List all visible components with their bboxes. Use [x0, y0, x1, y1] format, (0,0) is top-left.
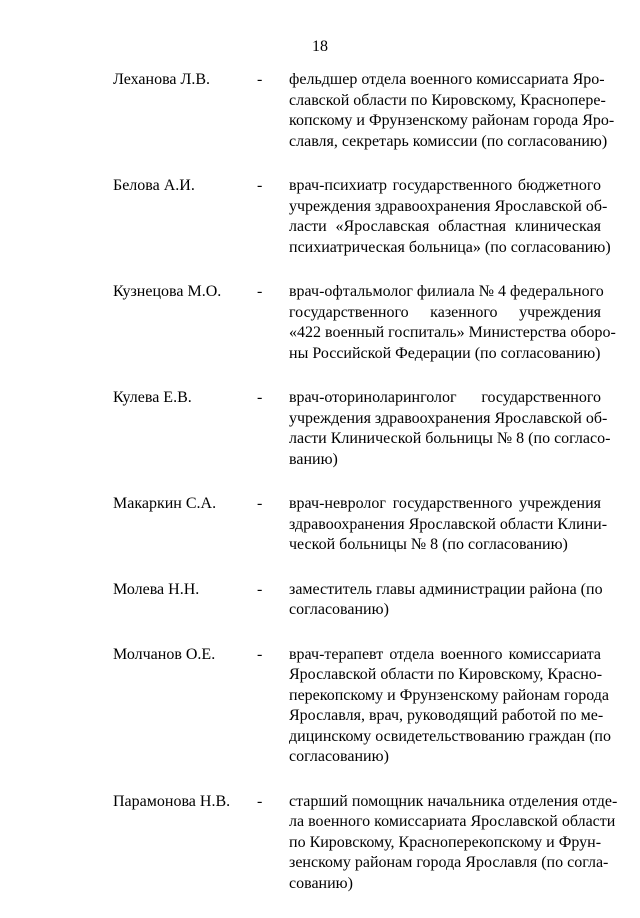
position-line: ласти «Ярославская областная клиническая [289, 218, 601, 235]
position-line: ванию) [289, 450, 338, 468]
member-name: Молева Н.Н. [113, 580, 200, 598]
position-line: заместитель главы администрации района (по [289, 580, 603, 598]
position-line: ла военного комиссариата Ярославской области [289, 813, 616, 830]
member-position [289, 580, 601, 621]
member-dash: - [257, 283, 263, 300]
member-dash: - [257, 645, 263, 663]
position-line: психиатрическая больница» (по согласованию) [289, 238, 611, 256]
position-line: ласти Клинической больницы № 8 (по согласо- [289, 430, 611, 447]
member-name: Леханова Л.В. [113, 71, 211, 88]
position-line: врач-оториноларинголог государственного [289, 389, 601, 406]
position-line: учреждения здравоохранения Ярославской об- [289, 409, 608, 427]
position-line: ны Российской Федерации (по согласованию) [289, 344, 601, 362]
member-position [289, 494, 608, 556]
member-entry [0, 645, 640, 768]
member-name: Белова А.И. [113, 177, 195, 194]
position-line: ческой больницы № 8 (по согласованию) [289, 536, 568, 553]
position-line: согласованию) [289, 748, 389, 765]
position-line: славля, секретарь комиссии (по согласованию) [289, 132, 608, 150]
member-entry [0, 580, 640, 621]
member-dash: - [257, 495, 263, 512]
member-position [289, 388, 611, 470]
position-line: по Кировскому, Красноперекопскому и Фрун- [289, 833, 602, 851]
position-line: старший помощник начальника отделения отде- [289, 792, 618, 810]
member-dash: - [257, 792, 263, 810]
member-position [289, 645, 611, 768]
member-dash: - [257, 177, 263, 194]
member-entry [0, 176, 640, 258]
position-line: зенскому районам города Ярославля (по согла- [289, 854, 609, 871]
member-name: Кулева Е.В. [113, 389, 192, 406]
position-line: врач-терапевт отдела военного комиссариата [289, 645, 601, 663]
position-line: копскому и Фрунзенскому районам города Яро- [289, 112, 615, 129]
position-line: врач-невролог государственного учреждения [289, 495, 601, 512]
member-position [289, 70, 615, 152]
member-entry [0, 792, 640, 895]
position-line: врач-психиатр государственного бюджетного [289, 177, 601, 194]
position-line: перекопскому и Фрунзенскому районам города [289, 686, 609, 704]
position-line: Ярославской области по Кировскому, Красно- [289, 666, 603, 683]
member-name: Парамонова Н.В. [113, 792, 231, 810]
member-dash: - [257, 71, 263, 88]
position-line: славской области по Кировскому, Краснопере- [289, 91, 606, 109]
member-entry [0, 282, 640, 364]
position-line: дицинскому освидетельствованию граждан (по [289, 727, 611, 745]
position-line: сованию) [289, 874, 353, 892]
member-name: Макаркин С.А. [113, 495, 217, 512]
member-position [289, 792, 618, 895]
page-number: 18 [312, 38, 328, 55]
member-name: Молчанов О.Е. [113, 645, 216, 663]
member-position [289, 176, 611, 258]
member-name: Кузнецова М.О. [113, 283, 222, 300]
commission-members-list [0, 70, 640, 918]
position-line: врач-офтальмолог филиала № 4 федерального [289, 283, 604, 300]
position-line: «422 военный госпиталь» Министерства оборо- [289, 324, 616, 341]
position-line: учреждения здравоохранения Ярославской об- [289, 197, 608, 215]
member-dash: - [257, 580, 263, 598]
member-position [289, 282, 616, 364]
member-dash: - [257, 389, 263, 406]
member-entry [0, 70, 640, 152]
position-line: фельдшер отдела военного комиссариата Яро- [289, 71, 605, 88]
member-entry [0, 494, 640, 556]
position-line: Ярославля, врач, руководящий работой по ме- [289, 707, 604, 724]
member-entry [0, 388, 640, 470]
position-line: государственного казенного учреждения [289, 303, 601, 321]
position-line: здравоохранения Ярославской области Клини- [289, 515, 608, 533]
position-line: согласованию) [289, 601, 389, 618]
